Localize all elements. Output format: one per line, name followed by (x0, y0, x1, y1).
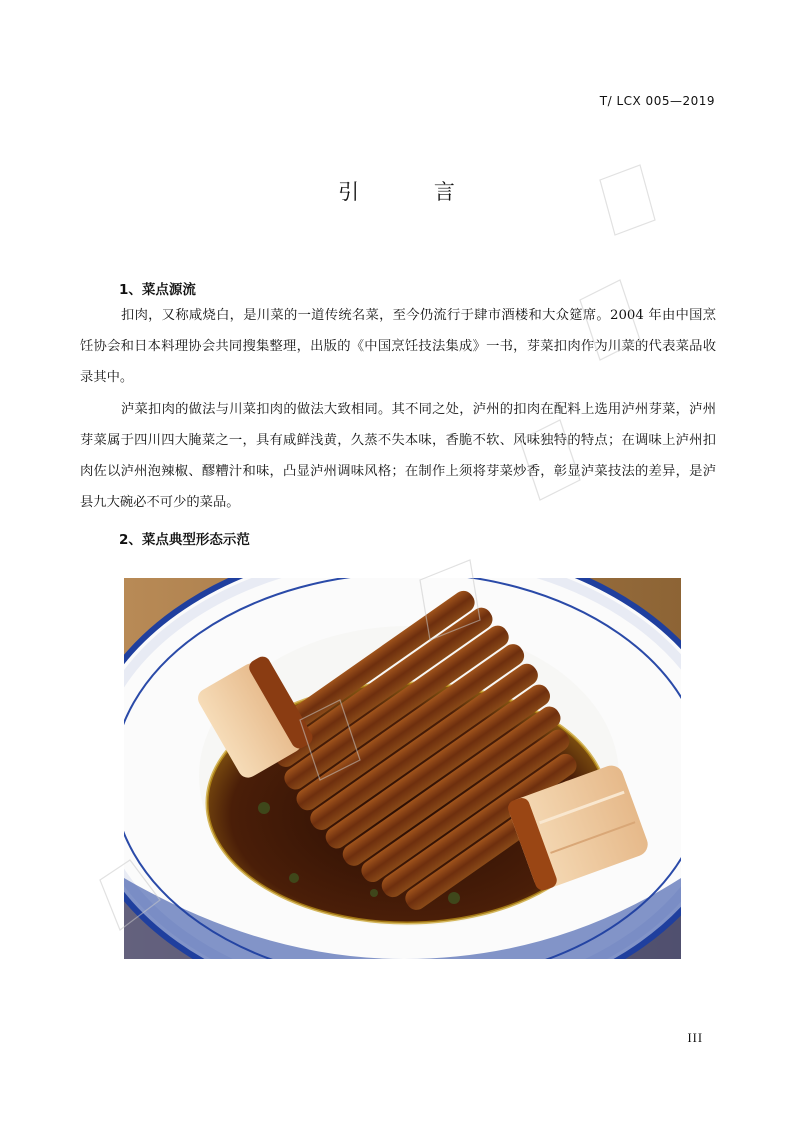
section-heading-origin: 1、菜点源流 (119, 282, 196, 298)
dish-photo (124, 578, 681, 959)
page-title: 引 言 (338, 180, 489, 204)
section-heading-typical-form: 2、菜点典型形态示范 (119, 532, 250, 548)
page-number: III (687, 1031, 703, 1045)
paragraph-origin-2: 泸菜扣肉的做法与川菜扣肉的做法大致相同。其不同之处，泸州的扣肉在配料上选用泸州芽菜，泸州芽菜属于四川四大腌菜之一，具有咸鲜浅黄，久蒸不失本味，香脆不软、风味独特的特点；在调味上泸州扣肉佐以泸州泡辣椒、醪糟汁和味，凸显泸州调味风格；在制作上须将芽菜炒香，彰显泸菜技法的差异，是泸县九大碗必不可少的菜品。 (80, 402, 716, 510)
standard-code: T/ LCX 005—2019 (599, 94, 715, 108)
braised-pork-illustration (124, 578, 681, 959)
paragraph-origin-1: 扣肉，又称咸烧白，是川菜的一道传统名菜，至今仍流行于肆市酒楼和大众筵席。2004 年由中国烹饪协会和日本料理协会共同搜集整理，出版的《中国烹饪技法集成》一书，芽菜扣肉作为川菜的代表菜品收录其中。 (80, 308, 716, 385)
